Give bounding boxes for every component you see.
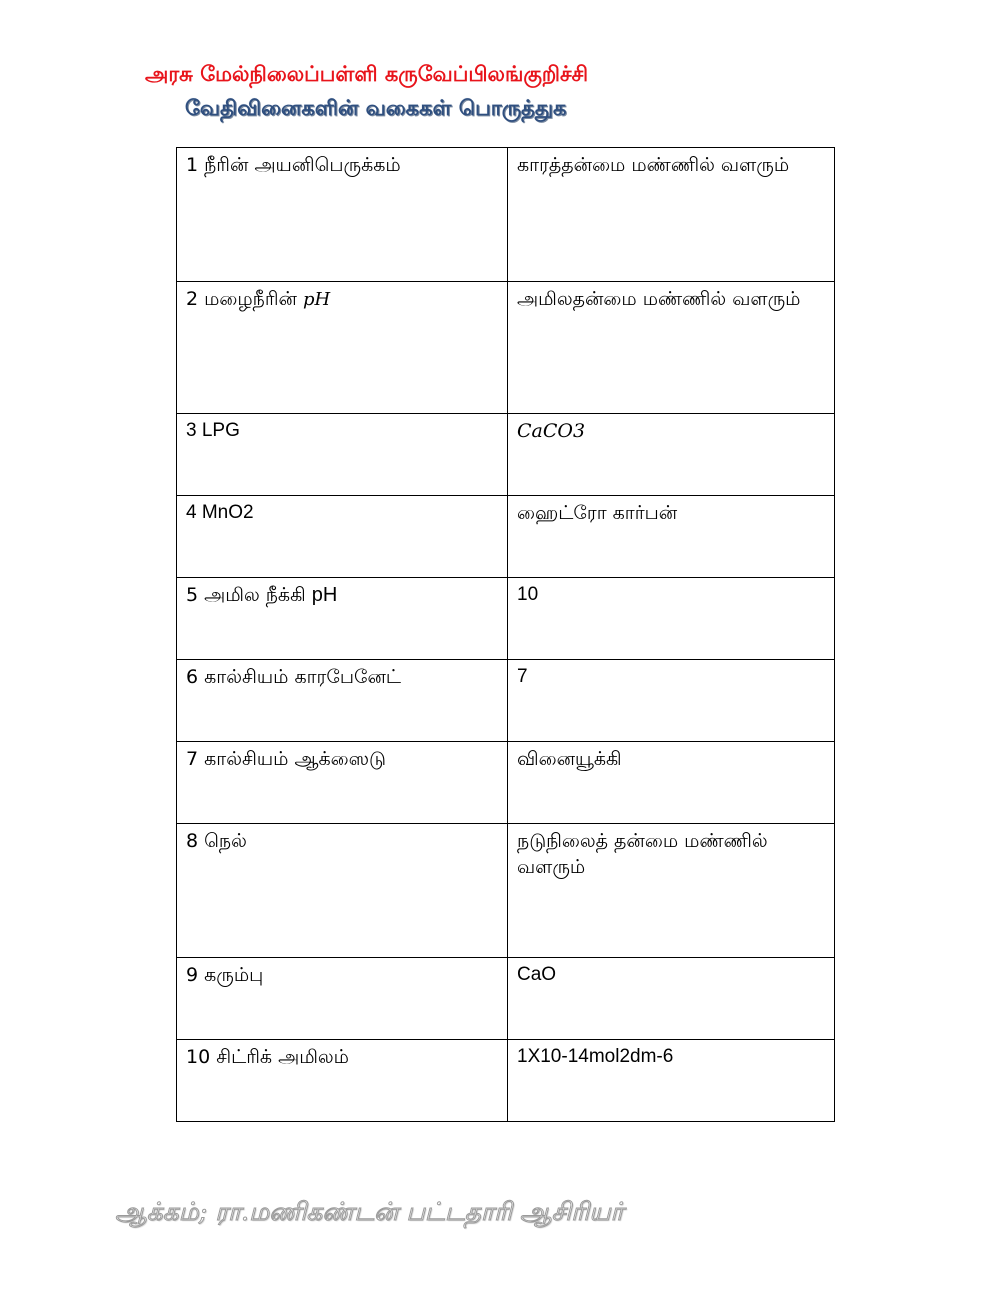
right-item-7: வினையூக்கி	[508, 742, 835, 824]
table-row	[177, 282, 835, 414]
left-item-6: 6 கால்சியம் காரபேனேட்	[177, 660, 508, 742]
worksheet-title: வேதிவினைகளின் வகைகள் பொருத்துக	[185, 96, 567, 120]
right-item-2: அமிலதன்மை மண்ணில் வளரும்	[508, 282, 835, 414]
left-item-10: 10 சிட்ரிக் அமிலம்	[177, 1040, 508, 1122]
right-item-3: CaCO3	[508, 414, 835, 496]
left-item-2-ph: pH	[303, 289, 331, 310]
school-title: அரசு மேல்நிலைப்பள்ளி கருவேப்பிலங்குறிச்சி	[145, 62, 589, 86]
left-item-5-text: 5 அமில நீக்கி	[186, 584, 312, 606]
left-item-5-ph: pH	[311, 584, 338, 606]
table-row	[177, 148, 835, 282]
table-row	[177, 742, 835, 824]
table-row	[177, 660, 835, 742]
match-table	[176, 147, 835, 1122]
left-item-4: 4 MnO2	[177, 496, 508, 578]
table-row	[177, 824, 835, 958]
left-item-7: 7 கால்சியம் ஆக்ஸைடு	[177, 742, 508, 824]
author-credit: ஆக்கம்; ரா.மணிகண்டன் பட்டதாரி ஆசிரியர்	[115, 1197, 624, 1226]
right-item-4: ஹைட்ரோ கார்பன்	[508, 496, 835, 578]
left-item-1: 1 நீரின் அயனிபெருக்கம்	[177, 148, 508, 282]
right-item-5: 10	[508, 578, 835, 660]
table-row	[177, 958, 835, 1040]
right-item-8: நடுநிலைத் தன்மை மண்ணில் வளரும்	[508, 824, 835, 958]
left-item-8: 8 நெல்	[177, 824, 508, 958]
table-row	[177, 496, 835, 578]
right-item-10: 1X10-14mol2dm-6	[508, 1040, 835, 1122]
left-item-9: 9 கரும்பு	[177, 958, 508, 1040]
right-item-1: காரத்தன்மை மண்ணில் வளரும்	[508, 148, 835, 282]
table-row	[177, 414, 835, 496]
left-item-2-text: 2 மழைநீரின்	[186, 288, 303, 310]
table-row	[177, 1040, 835, 1122]
table-row	[177, 578, 835, 660]
right-item-9: CaO	[508, 958, 835, 1040]
right-item-6: 7	[508, 660, 835, 742]
left-item-5	[177, 578, 508, 660]
left-item-3: 3 LPG	[177, 414, 508, 496]
left-item-2	[177, 282, 508, 414]
